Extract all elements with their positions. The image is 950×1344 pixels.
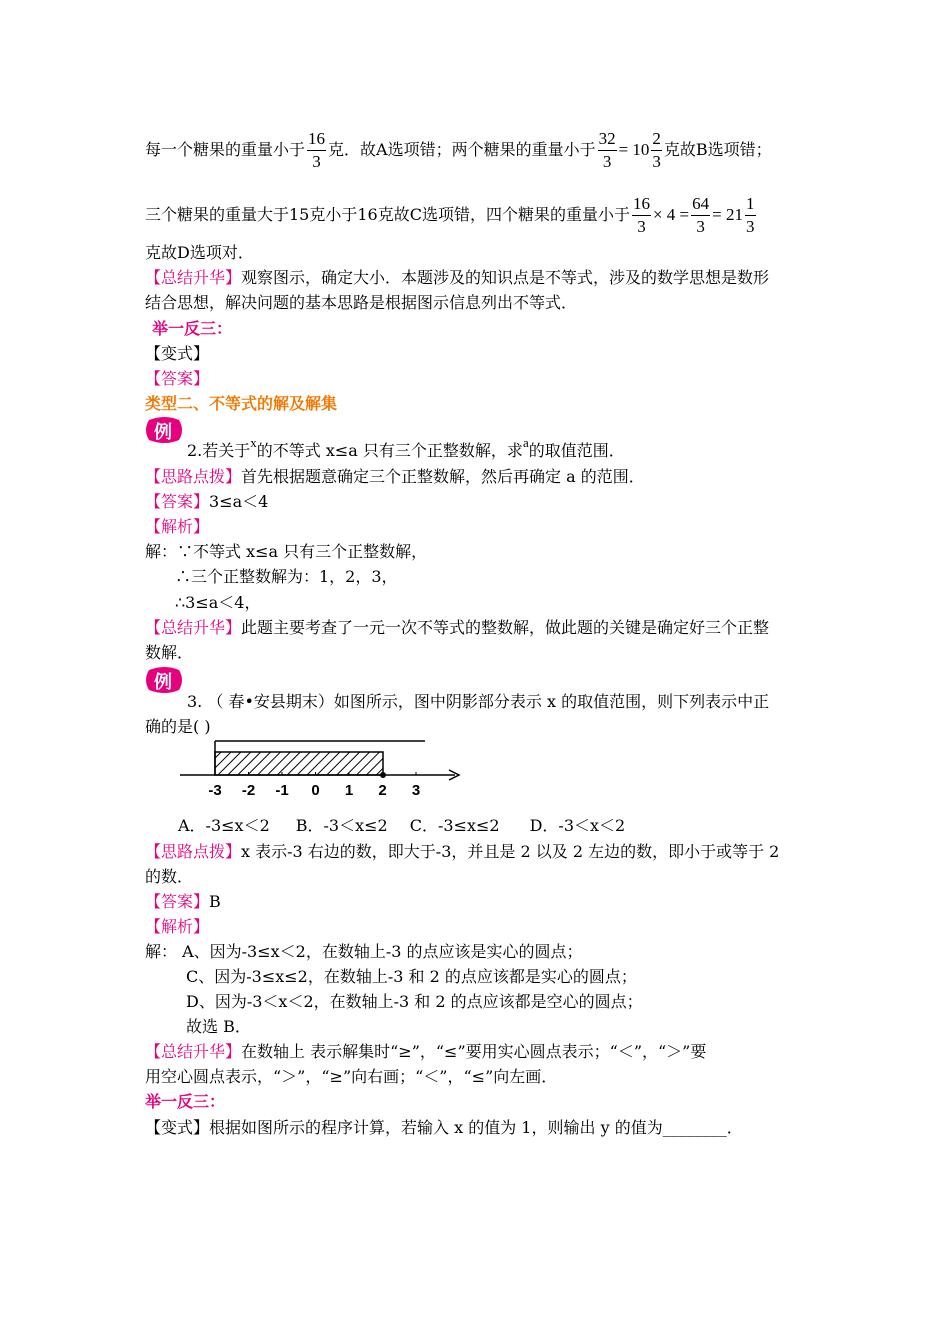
- fraction: $\frac{64}{3}$: [692, 194, 710, 236]
- fraction: $\frac{1}{3}$: [746, 194, 755, 236]
- ex3-question1: 3. （ 春•安县期末）如图所示，图中阴影部分表示 x 的取值范围，则下列表示中正: [187, 692, 770, 711]
- ex3-sol1: 解： A、因为-3≤x＜2，在数轴上-3 的点应该是实心的圆点；: [145, 942, 583, 961]
- para2-line: 三个糖果的重量大于15克小于16克故C选项错，四个糖果的重量小于 $\frac{16}{3}$ × 4 = $\frac{64}{3}$ = 21 $\frac{1}{3}$: [145, 194, 755, 236]
- fraction: $\frac{32}{3}$: [598, 129, 616, 171]
- ex3-summary2: 用空心圆点表示，“＞”，“≥”向右画；“＜”，“≤”向左画．: [145, 1067, 558, 1086]
- ex3-summary1: 【总结升华】在数轴上 表示解集时“≥”，“≤”要用实心圆点表示；“＜”，“＞”要: [145, 1042, 707, 1061]
- ex2-question: 2.若关于$^x$的不等式 x≤a 只有三个正整数解，求$^a$的取值范围．: [187, 435, 625, 460]
- section-heading: 类型二、不等式的解及解集: [145, 394, 338, 413]
- ex3-answer: 【答案】B: [145, 892, 221, 911]
- tick-label: 3: [411, 782, 421, 799]
- tick-label: 2: [378, 782, 387, 799]
- tick-label: -2: [241, 782, 256, 799]
- ex3-hint1: 【思路点拨】x 表示-3 右边的数，即大于-3，并且是 2 以及 2 左边的数，即小于或等于 2: [145, 842, 780, 861]
- svg-text:例: 例: [154, 422, 172, 443]
- ex3-hint2: 的数．: [145, 867, 194, 886]
- example-badge: [145, 416, 187, 446]
- practice-heading: 举一反三：: [145, 1092, 226, 1111]
- variant-label: 【变式】: [145, 344, 210, 363]
- ex2-sol2: ∴三个正整数解为：1，2，3，: [175, 567, 398, 586]
- ex3-sol3: D、因为-3＜x＜2，在数轴上-3 和 2 的点应该都是空心的圆点；: [186, 992, 643, 1011]
- tick-label: 0: [311, 782, 320, 799]
- example-badge: [145, 666, 187, 696]
- ex3-question2: 确的是( ): [145, 717, 211, 736]
- ex3-sol2: C、因为-3≤x≤2，在数轴上-3 和 2 的点应该都是实心的圆点；: [186, 967, 637, 986]
- ex2-analysis-tag: 【解析】: [145, 517, 210, 536]
- para2-end: 克故D选项对．: [145, 243, 254, 262]
- ex3-analysis-tag: 【解析】: [145, 917, 210, 936]
- ex2-summary2: 数解．: [145, 643, 194, 662]
- option-d[interactable]: D．-3＜x＜2: [529, 816, 626, 835]
- tick-label: -1: [275, 782, 289, 799]
- para1-line: 每一个糖果的重量小于 $\frac{16}{3}$ 克．故A选项错；两个糖果的重量小于 $\frac{32}{3}$ = 10 $\frac{2}{3}$ 克故B选项错；: [145, 129, 772, 171]
- tick-label: 1: [344, 782, 354, 799]
- svg-text:例: 例: [154, 672, 172, 693]
- ex2-sol3: ∴3≤a＜4，: [175, 593, 261, 612]
- ex2-summary1: 【总结升华】此题主要考查了一元一次不等式的整数解，做此题的关键是确定好三个正整: [145, 618, 770, 637]
- option-c[interactable]: C．-3≤x≤2: [409, 816, 500, 835]
- summary1-line1: 【总结升华】观察图示，确定大小．本题涉及的知识点是不等式，涉及的数学思想是数形: [145, 268, 770, 287]
- ex2-answer: 【答案】3≤a＜4: [145, 492, 269, 511]
- ex2-hint: 【思路点拨】首先根据题意确定三个正整数解，然后再确定 a 的范围．: [145, 467, 645, 486]
- summary1-line2: 结合思想，解决问题的基本思路是根据图示信息列出不等式．: [145, 293, 578, 312]
- option-a[interactable]: A．-3≤x＜2: [178, 816, 270, 835]
- ex3-sol4: 故选 B．: [186, 1017, 251, 1036]
- ex3-options: [178, 816, 625, 836]
- ex2-sol1: 解：∵不等式 x≤a 只有三个正整数解，: [145, 542, 428, 561]
- practice-heading: 举一反三：: [152, 319, 233, 338]
- fraction: $\frac{2}{3}$: [652, 129, 661, 171]
- tick-label: -3: [208, 782, 222, 799]
- answer-label: 【答案】: [145, 369, 210, 388]
- shaded-region: [215, 752, 383, 775]
- variant2-line: 【变式】根据如图所示的程序计算，若输入 x 的值为 1，则输出 y 的值为________．: [145, 1118, 743, 1137]
- fraction: $\frac{16}{3}$: [308, 129, 326, 171]
- number-line-figure: [175, 738, 465, 800]
- option-b[interactable]: B．-3＜x≤2: [295, 816, 388, 835]
- fraction: $\frac{16}{3}$: [632, 194, 650, 236]
